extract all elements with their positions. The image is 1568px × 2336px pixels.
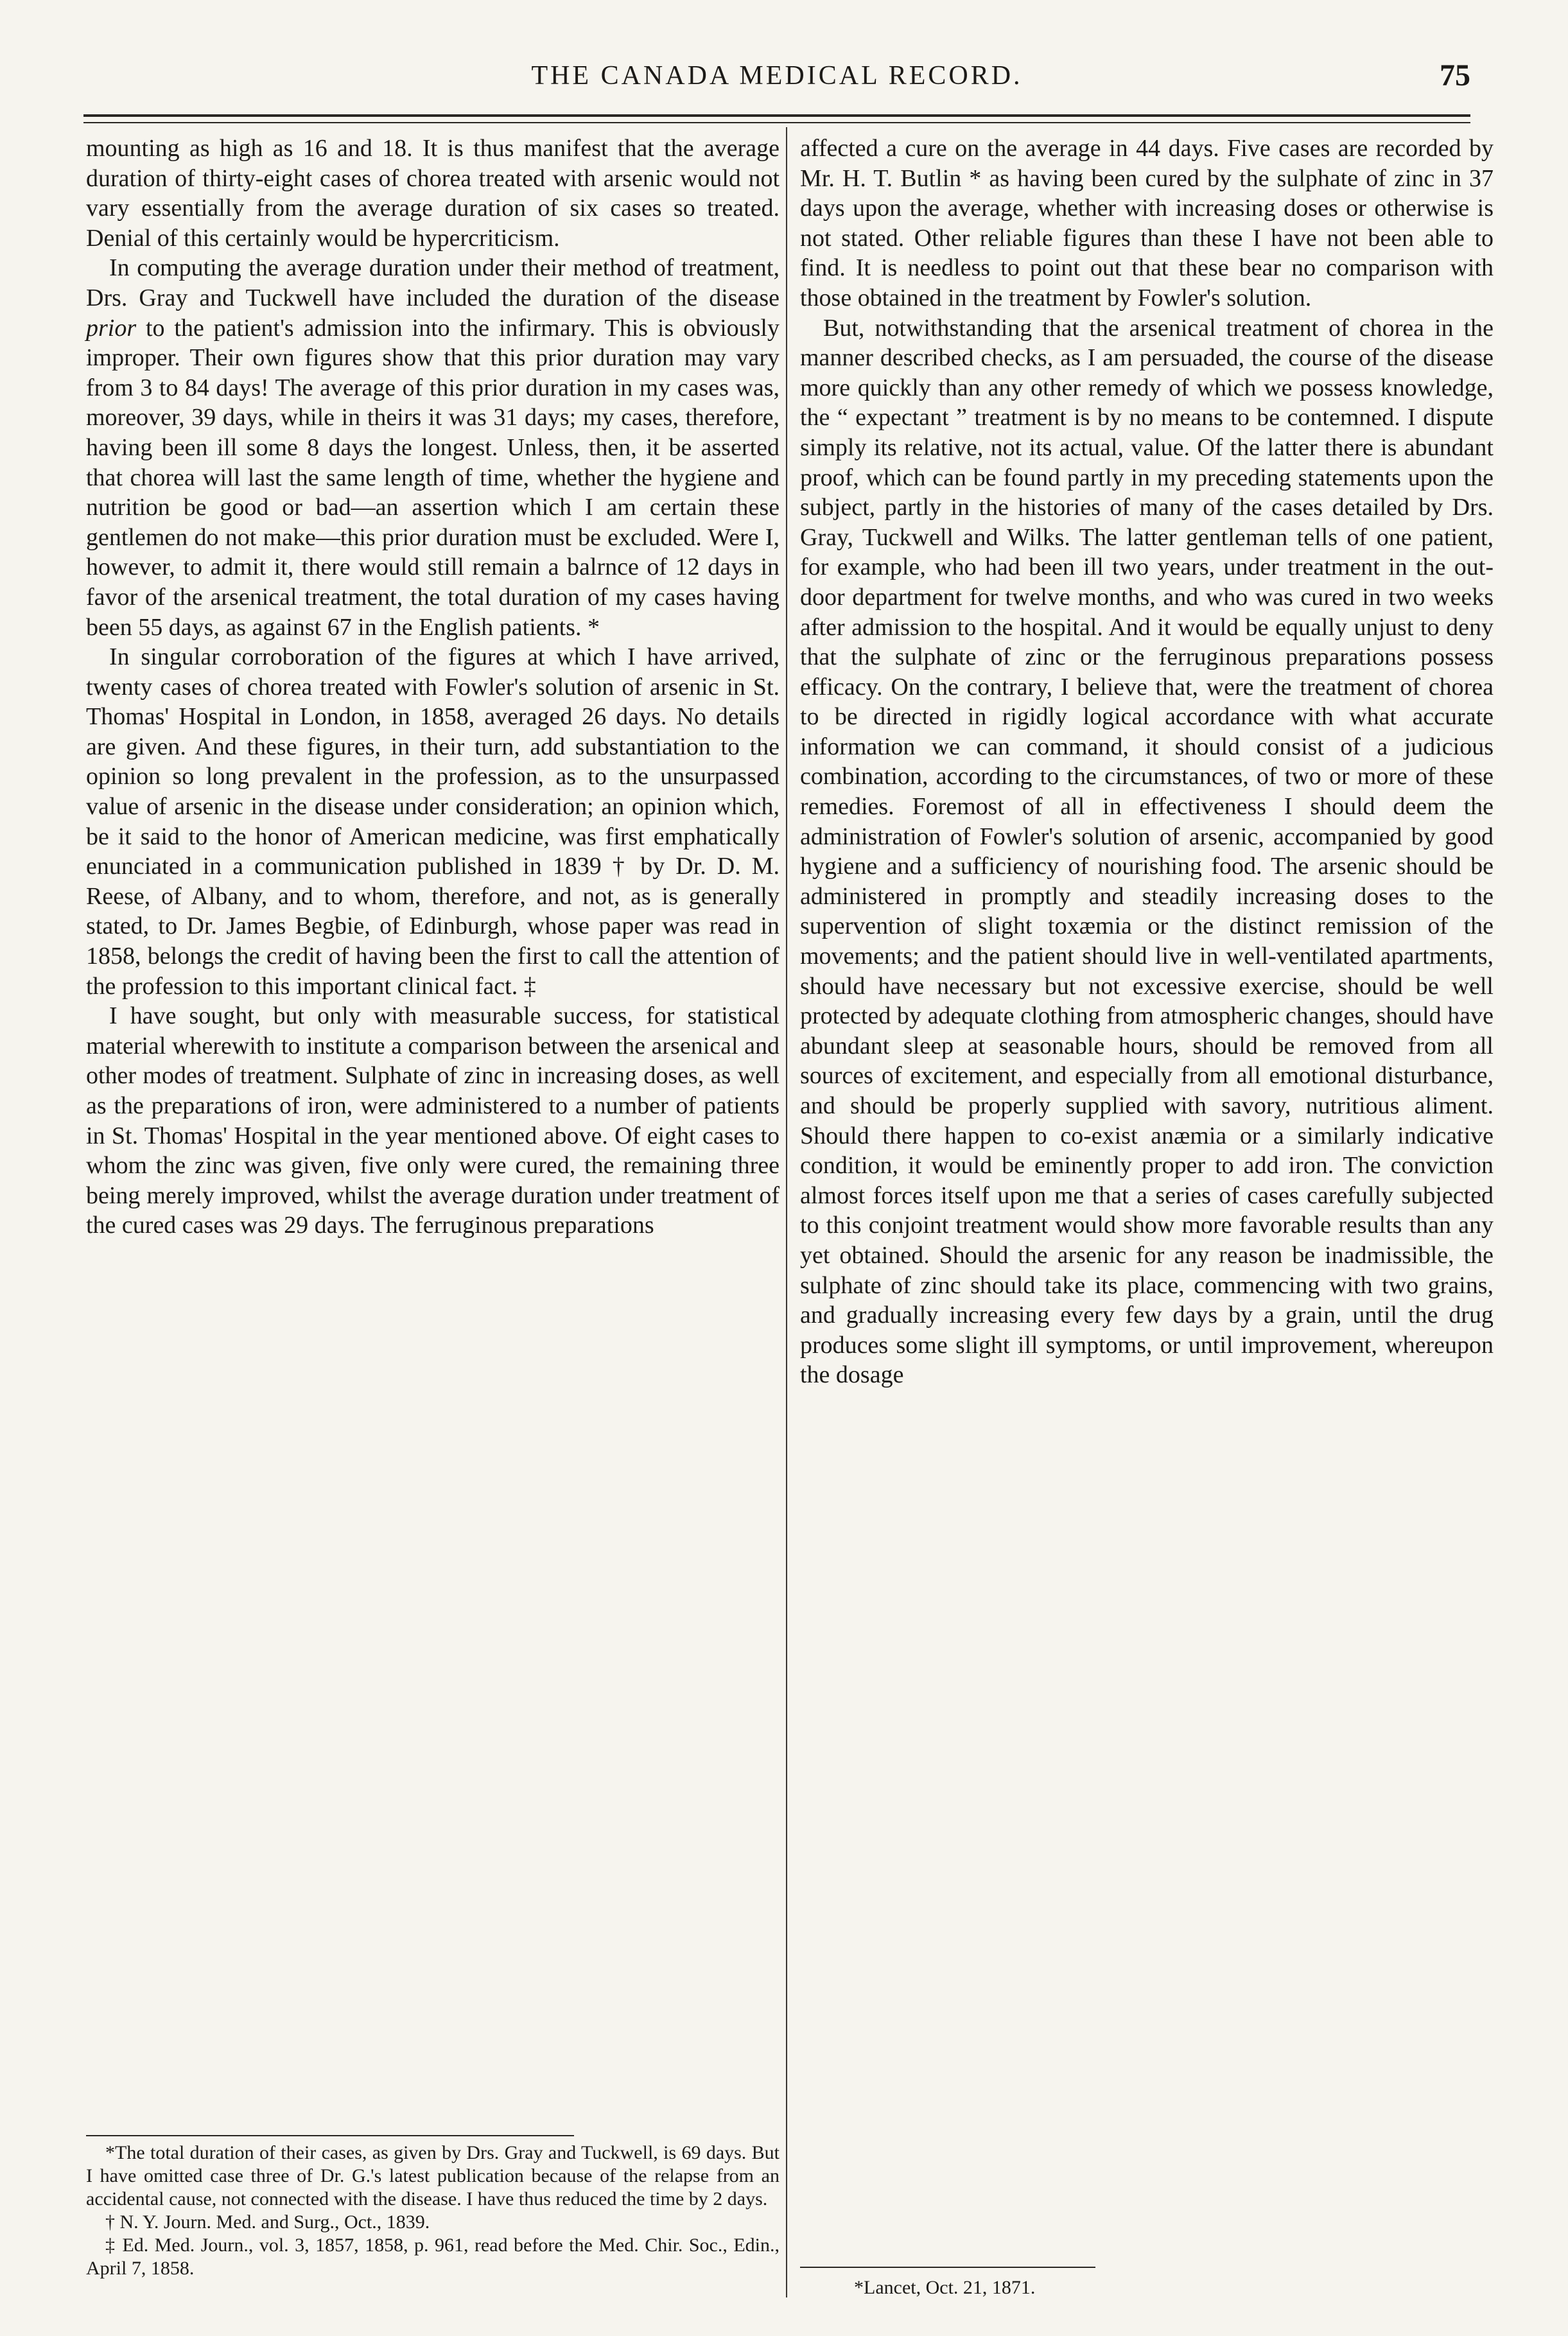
paragraph-text: to the patient's admission into the infirmary. This is obviously improper. Their own figures show that this prior duration may vary from 3 to 84 days! The average of this prior duration in my cases was, moreover, 39 days, while in theirs it was 31 days; my cases, therefore, having been ill some 8 days the longest. Unless, then, it be asserted that chorea will last the same length of time, whether the hygiene and nutrition be good or bad—an assertion which I am certain these gentlemen do not make—this prior duration must be excluded. Were I, however, to admit it, there would still remain a balrnce of 12 days in favor of the arsenical treatment, the total duration of my cases having been 55 days, as against 67 in the English patients. * <box>86 314 780 641</box>
header-rule-thin <box>83 122 1470 123</box>
footnote: *The total duration of their cases, as given by Drs. Gray and Tuckwell, is 69 days. But I have omitted case three of Dr. G.'s latest publication because of the relapse from an accidental cause, not connected with the disease. I have thus reduced the time by 2 days. <box>86 2142 780 2210</box>
footnote: *Lancet, Oct. 21, 1871. <box>854 2277 1036 2298</box>
paragraph: In singular corroboration of the figures at which I have arrived, twenty cases of chorea treated with Fowler's solution of arsenic in St. Thomas' Hospital in London, in 1858, averaged 26 days. No details are given. And these figures, in their turn, add substantiation to the opinion so long prevalent in the profession, as to the unsurpassed value of arsenic in the disease under consideration; an opinion which, be it said to the honor of American medicine, was first emphatically enunciated in a communication published in 1839 † by Dr. D. M. Reese, of Albany, and to whom, therefore, and not, as is generally stated, to Dr. James Begbie, of Edinburgh, whose paper was read in 1858, belongs the credit of having been the first to call the attention of the profession to this important clinical fact. ‡ <box>86 643 780 1000</box>
left-column <box>86 134 780 2131</box>
paragraph: mounting as high as 16 and 18. It is thus manifest that the average duration of thirty-eight cases of chorea treated with arsenic would not vary essentially from the average duration of six cases so treated. Denial of this certainly would be hypercriticism. <box>86 135 780 252</box>
right-column <box>800 134 1494 2086</box>
page-number: 75 <box>1440 58 1470 92</box>
journal-title: THE CANADA MEDICAL RECORD. <box>531 61 1023 91</box>
column-divider <box>786 127 787 2297</box>
italic-word: prior <box>86 314 137 342</box>
footnote-rule <box>86 2135 574 2136</box>
footnote: ‡ Ed. Med. Journ., vol. 3, 1857, 1858, p. 961, read before the Med. Chir. Soc., Edin., April 7, 1858. <box>86 2235 780 2279</box>
paragraph: But, notwithstanding that the arsenical treatment of chorea in the manner described checks, as I am persuaded, the course of the disease more quickly than any other remedy of which we possess knowledge, the “ expectant ” treatment is by no means to be contemned. I dispute simply its relative, not its actual, value. Of the latter there is abundant proof, which can be found partly in my preceding statements upon the subject, partly in the histories of many of the cases detailed by Drs. Gray, Tuckwell and Wilks. The latter gentleman tells of one patient, for example, who had been ill two years, under treatment in the out-door department for twelve months, and who was cured in two weeks after admission to the hospital. And it would be equally unjust to deny that the sulphate of zinc or the ferruginous preparations possess efficacy. On the contrary, I believe that, were the treatment of chorea to be directed in rigidly logical accordance with what accurate information we can command, it should consist of a judicious combination, according to the circumstances, of two or more of these remedies. Foremost of all in effectiveness I should deem the administration of Fowler's solution of arsenic, accompanied by good hygiene and a sufficiency of nourishing food. The arsenic should be administered in promptly and steadily increasing doses to the supervention of slight toxæmia or the distinct remission of the movements; and the patient should live in well-ventilated apartments, should have necessary but not excessive exercise, should be well protected by adequate clothing from atmospheric changes, should have abundant sleep at seasonable hours, should be removed from all sources of excitement, and especially from all emotional disturbance, and should be properly supplied with savory, nutritious aliment. Should there happen to co-exist anæmia or a similarly indicative condition, it would be eminently proper to add iron. The conviction almost forces itself upon me that a series of cases carefully subjected to this conjoint treatment would show more favorable results than any yet obtained. Should the arsenic for any reason be inadmissible, the sulphate of zinc should take its place, commencing with two grains, and gradually increasing every few days by a grain, until the drug produces some slight ill symptoms, or until improvement, whereupon the dosage <box>800 314 1494 1389</box>
paragraph: affected a cure on the average in 44 days. Five cases are recorded by Mr. H. T. Butlin * as having been cured by the sulphate of zinc in 37 days upon the average, whether with increasing doses or otherwise is not stated. Other reliable figures than these I have not been able to find. It is needless to point out that these bear no comparison with those obtained in the treatment by Fowler's solution. <box>800 135 1494 311</box>
paragraph: I have sought, but only with measurable success, for statistical material wherewith to institute a comparison between the arsenical and other modes of treatment. Sulphate of zinc in increasing doses, as well as the preparations of iron, were administered to a number of patients in St. Thomas' Hospital in the year mentioned above. Of eight cases to whom the zinc was given, five only were cured, the remaining three being merely improved, whilst the average duration under treatment of the cured cases was 29 days. The ferruginous preparations <box>86 1002 780 1239</box>
footnotes-right <box>835 2276 1413 2299</box>
footnote-rule <box>800 2267 1095 2268</box>
header-rule-thick <box>83 114 1470 117</box>
footnotes-left <box>86 2141 780 2280</box>
footnote: † N. Y. Journ. Med. and Surg., Oct., 1839. <box>105 2211 430 2233</box>
paragraph <box>86 253 780 642</box>
paragraph-text: In computing the average duration under their method of treatment, Drs. Gray and Tuckwell have included the duration of the disease <box>86 254 780 311</box>
running-head <box>83 54 1470 105</box>
